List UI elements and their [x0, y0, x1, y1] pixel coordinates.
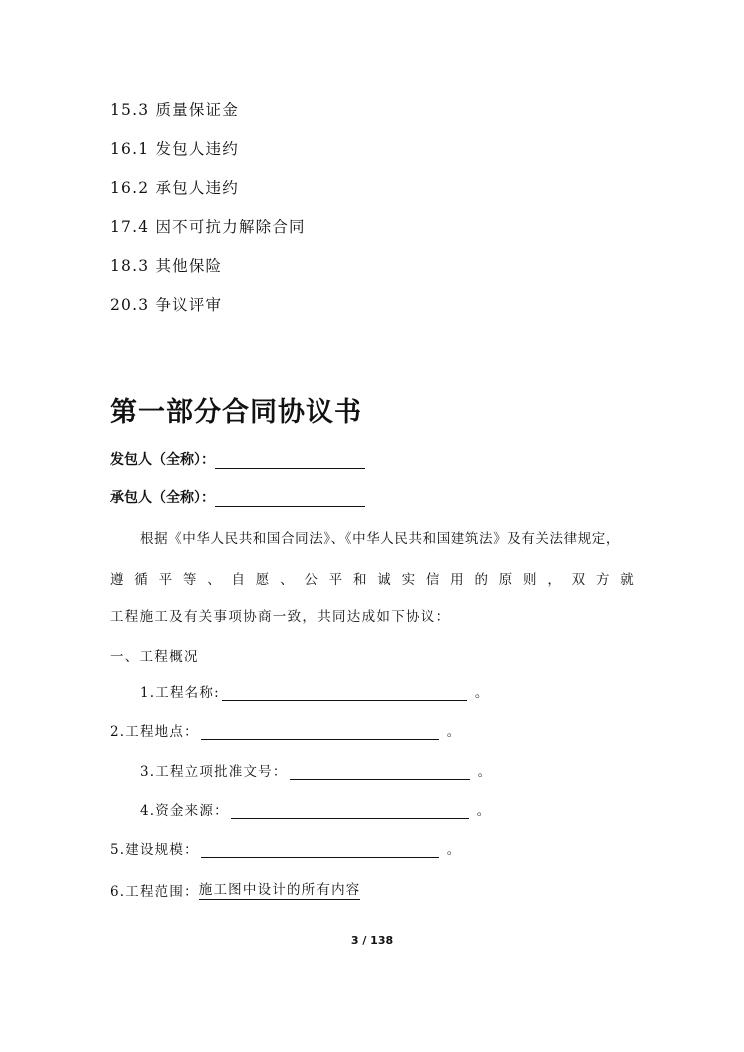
employer-label: 发包人（全称）： — [110, 452, 215, 468]
preamble-char: 则 — [523, 572, 537, 588]
preamble-char: 自 — [231, 572, 245, 588]
toc-item-contractor-breach: 16.2 承包人违约 — [110, 179, 239, 197]
employer-line — [110, 449, 365, 469]
period-mark: 。 — [446, 842, 462, 858]
contractor-label: 承包人（全称）： — [110, 490, 215, 506]
construction-scale-label: 5.建设规模： — [110, 842, 199, 858]
preamble-char: 等 — [182, 572, 197, 588]
construction-scale-blank[interactable] — [201, 839, 439, 858]
preamble-char: 、 — [207, 572, 221, 588]
preamble-char: 愿 — [255, 572, 270, 588]
scope-value: 施工图中设计的所有内容 — [199, 878, 361, 900]
funding-source-label: 4.资金来源： — [140, 803, 229, 819]
contractor-name-blank[interactable] — [215, 488, 365, 507]
project-location-row — [110, 720, 461, 740]
preamble-char: 平 — [328, 572, 343, 588]
approval-number-label: 3.工程立项批准文号： — [140, 764, 288, 780]
funding-source-row — [140, 799, 491, 819]
preamble-char: 双 — [571, 572, 586, 588]
period-mark: 。 — [476, 803, 492, 819]
funding-source-blank[interactable] — [231, 800, 469, 819]
toc-item-dispute-review: 20.3 争议评审 — [110, 296, 223, 314]
preamble-char: 公 — [304, 572, 318, 588]
preamble-char: 方 — [595, 572, 610, 588]
preamble-char: 循 — [134, 572, 148, 588]
preamble-char: 和 — [352, 572, 367, 588]
preamble-line-1: 根据《中华人民共和国合同法》、《中华人民共和国建筑法》及有关法律规定， — [140, 531, 620, 547]
preamble-char: 、 — [280, 572, 294, 588]
scope-row — [110, 878, 360, 900]
toc-item-force-majeure: 17.4 因不可抗力解除合同 — [110, 218, 306, 236]
scope-label: 6.工程范围： — [110, 884, 199, 900]
preamble-char: 遵 — [110, 572, 124, 588]
project-location-label: 2.工程地点： — [110, 724, 199, 740]
preamble-char: 平 — [158, 572, 173, 588]
project-name-row — [140, 681, 490, 701]
project-location-blank[interactable] — [201, 721, 439, 740]
contractor-line — [110, 487, 365, 507]
preamble-char: 原 — [498, 572, 513, 588]
employer-name-blank[interactable] — [215, 450, 365, 469]
preamble-char: 就 — [620, 572, 634, 588]
preamble-char: ， — [547, 572, 561, 588]
section-heading: 第一部分合同协议书 — [110, 397, 362, 428]
section-one-title: 一、工程概况 — [110, 649, 199, 665]
approval-number-blank[interactable] — [290, 761, 470, 780]
project-name-label: 1.工程名称: — [140, 685, 220, 701]
preamble-line-3: 工程施工及有关事项协商一致，共同达成如下协议： — [110, 609, 451, 625]
preamble-char: 信 — [425, 572, 440, 588]
preamble-char: 的 — [474, 572, 488, 588]
approval-number-row — [140, 760, 492, 780]
project-name-blank[interactable] — [222, 682, 467, 701]
page-number: 3 / 138 — [350, 934, 394, 947]
preamble-char: 实 — [401, 572, 416, 588]
toc-item-other-insurance: 18.3 其他保险 — [110, 257, 223, 275]
preamble-char: 用 — [450, 572, 464, 588]
preamble-char: 诚 — [377, 572, 391, 588]
preamble-line-2 — [110, 568, 634, 588]
period-mark: 。 — [477, 764, 493, 780]
toc-item-employer-breach: 16.1 发包人违约 — [110, 140, 239, 158]
construction-scale-row — [110, 838, 461, 858]
toc-item-quality-deposit: 15.3 质量保证金 — [110, 101, 239, 119]
period-mark: 。 — [474, 685, 490, 701]
period-mark: 。 — [446, 724, 462, 740]
